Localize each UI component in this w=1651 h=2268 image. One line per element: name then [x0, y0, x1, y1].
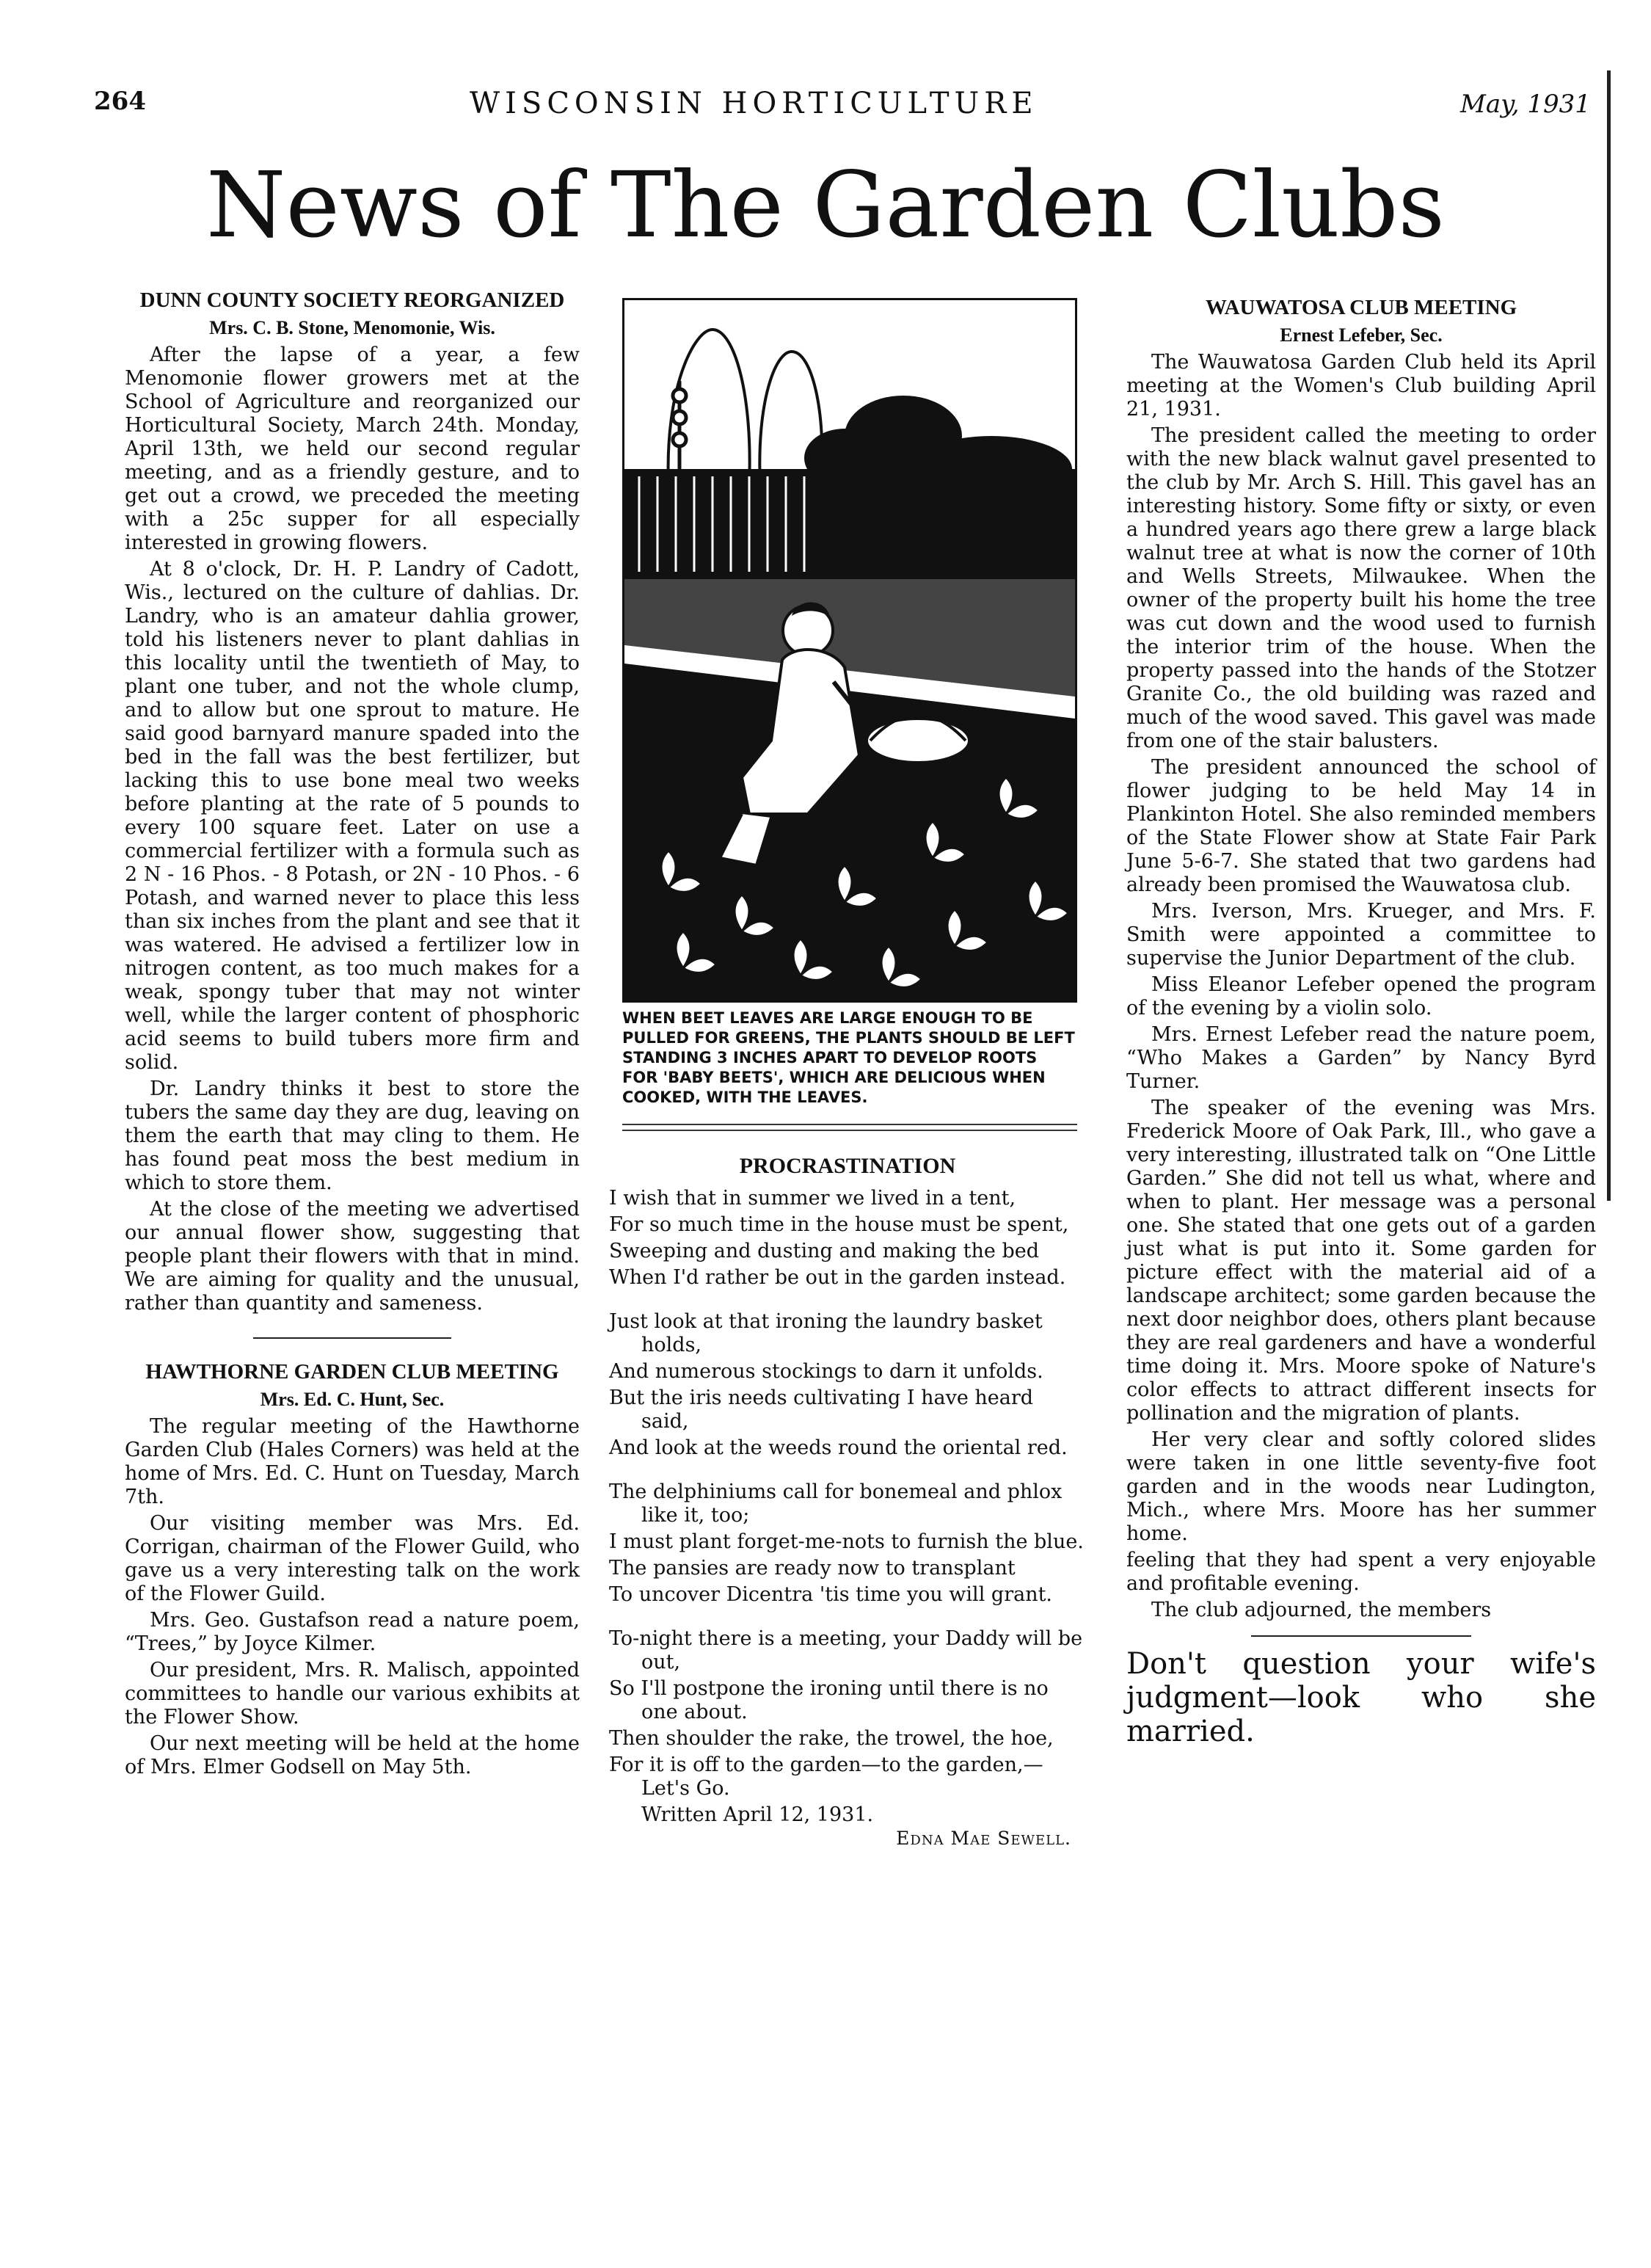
filler-quote: Don't question your wife's judgment—look who she married.: [1126, 1647, 1596, 1748]
article-hawthorne: [125, 1359, 580, 1779]
poem-stanza: [609, 1480, 1086, 1607]
article-dunn-county: [125, 288, 580, 1315]
running-head: WISCONSIN HORTICULTURE: [470, 87, 1038, 120]
poem-title: PROCRASTINATION: [739, 1154, 956, 1178]
column-left: [125, 288, 580, 1782]
column-right: [1126, 295, 1596, 1748]
page-title: News of The Garden Clubs: [205, 153, 1446, 258]
poem-line: The pansies are ready now to transplant: [609, 1557, 1016, 1580]
article-byline: Mrs. C. B. Stone, Menomonie, Wis.: [209, 317, 495, 338]
paragraph: At the close of the meeting we advertised our annual flower show, suggesting that people plant their flowers with that in mind. We are aiming for quality and the unusual, rather than quantity and sameness.: [125, 1198, 580, 1315]
poem-line: To uncover Dicentra 'tis time you will grant.: [609, 1583, 1053, 1606]
paragraph: Mrs. Ernest Lefeber read the nature poem, “Who Makes a Garden” by Nancy Byrd Turner.: [1126, 1023, 1596, 1093]
poem-line: Then shoulder the rake, the trowel, the hoe,: [609, 1727, 1054, 1750]
paragraph: The president announced the school of flower judging to be held May 14 in Plankinton Hotel. She also reminded members of the State Flower show at State Fair Park June 5-6-7. She stated that two gardens had already been promised the Wauwatosa club.: [1126, 756, 1596, 896]
section-divider: [1251, 1635, 1471, 1637]
column-middle: [602, 294, 1086, 1850]
paragraph: Our president, Mrs. R. Malisch, appointed committees to handle our various exhibits at the Flower Show.: [125, 1659, 580, 1729]
paragraph: The regular meeting of the Hawthorne Garden Club (Hales Corners) was held at the home of Mrs. Ed. C. Hunt on Tuesday, March 7th.: [125, 1415, 580, 1508]
paragraph: The club adjourned, the members: [1151, 1599, 1492, 1621]
paragraph: The president called the meeting to order with the new black walnut gavel presented to the club by Mr. Arch S. Hill. This gavel has an interesting history. Some fifty or sixty, or even a hundred years ago there grew a large black walnut tree at what is now the corner of 10th and Wells Streets, Milwaukee. When the owner of the property built his home the tree was cut down and the wood used to furnish the interior trim of the house. When the property passed into the hands of the Stotzer Granite Co., the old building was razed and much of the wood saved. This gavel was made from one of the stair balusters.: [1126, 424, 1596, 752]
paragraph: feeling that they had spent a very enjoyable and profitable evening.: [1126, 1549, 1596, 1595]
section-divider: [253, 1337, 451, 1339]
poem-author: Edna Mae Sewell.: [896, 1828, 1071, 1849]
poem-line: I must plant forget-me-nots to furnish the blue.: [609, 1530, 1084, 1553]
poem-line: Just look at that ironing the laundry basket holds,: [609, 1310, 1043, 1356]
section-divider: [622, 1124, 1077, 1131]
page-number: 264: [94, 87, 146, 116]
article-byline: Ernest Lefeber, Sec.: [1280, 324, 1443, 346]
poem-date: Written April 12, 1931.: [641, 1803, 874, 1826]
paragraph: At 8 o'clock, Dr. H. P. Landry of Cadott, Wis., lectured on the culture of dahlias. Dr. Landry, who is an amateur dahlia grower, told his listeners never to plant dahlias in this locality until the twentieth of May, to plant one tuber, and not the whole clump, and to allow but one sprout to mature. He said good barnyard manure spaded into the bed in the fall was the best fertilizer, but lacking this to use bone meal two weeks before planting at the rate of 5 pounds to every 100 square feet. Later on use a commercial fertilizer with a formula such as 2 N - 16 Phos. - 8 Potash, or 2N - 10 Phos. - 6 Potash, and warned never to place this less than six inches from the plant and see that it was watered. He advised a fertilizer low in nitrogen content, as too much makes for a weak, spongy tuber that may not winter well, while the larger content of phosphoric acid seems to build tubers more firm and solid.: [125, 558, 580, 1074]
gardener-illustration: [624, 300, 1075, 1000]
article-wauwatosa: [1126, 295, 1596, 1622]
paragraph: Our next meeting will be held at the home of Mrs. Elmer Godsell on May 5th.: [125, 1732, 580, 1778]
paragraph: Miss Eleanor Lefeber opened the program of the evening by a violin solo.: [1126, 973, 1596, 1019]
poem-procrastination: [609, 1153, 1086, 1850]
poem-line: Sweeping and dusting and making the bed: [609, 1240, 1040, 1262]
poem-line: To-night there is a meeting, your Daddy will be out,: [609, 1627, 1083, 1673]
paragraph: The Wauwatosa Garden Club held its April meeting at the Women's Club building April 21, 1931.: [1126, 351, 1596, 421]
article-byline: Mrs. Ed. C. Hunt, Sec.: [260, 1389, 445, 1410]
poem-stanza: [609, 1187, 1086, 1290]
poem-line: When I'd rather be out in the garden instead.: [609, 1266, 1066, 1289]
poem-line: And numerous stockings to darn it unfolds.: [609, 1360, 1043, 1383]
paragraph: After the lapse of a year, a few Menomonie flower growers met at the School of Agriculture and reorganized our Horticultural Society, March 24th. Monday, April 13th, we held our second regular meeting, and as a friendly gesture, and to get out a crowd, we preceded the meeting with a 25c supper for all especially interested in growing flowers.: [125, 344, 580, 554]
poem-line: And look at the weeds round the oriental red.: [609, 1436, 1068, 1459]
article-title: WAUWATOSA CLUB MEETING: [1205, 296, 1517, 319]
paragraph: Our visiting member was Mrs. Ed. Corrigan, chairman of the Flower Guild, who gave us a very interesting talk on the work of the Flower Guild.: [125, 1512, 580, 1605]
poem-line: For so much time in the house must be spent,: [609, 1213, 1069, 1236]
paragraph: Dr. Landry thinks it best to store the tubers the same day they are dug, leaving on them the earth that may cling to them. He has found peat moss the best medium in which to store them.: [125, 1077, 580, 1194]
illustration-caption: WHEN BEET LEAVES ARE LARGE ENOUGH TO BE PULLED FOR GREENS, THE PLANTS SHOULD BE LEFT STANDING 3 INCHES APART TO DEVELOP ROOTS FOR 'BABY BEETS', WHICH ARE DELICIOUS WHEN COOKED, WITH THE LEAVES.: [622, 1009, 1075, 1106]
paragraph: The speaker of the evening was Mrs. Frederick Moore of Oak Park, Ill., who gave a very interesting, illustrated talk on “One Little Garden.” She did not tell us what, where and when to plant. Her message was a personal one. She stated that one gets out of a garden just what is put into it. Some garden for picture effect with the material aid of a landscape architect; some garden because the next door neighbor does, others plant because they are real gardeners and have a wonderful time doing it. Mrs. Moore spoke of Nature's color effects to attract different insects for pollination and the migration of plants.: [1126, 1097, 1596, 1425]
poem-line: So I'll postpone the ironing until there is no one about.: [609, 1677, 1049, 1723]
paragraph: Mrs. Geo. Gustafson read a nature poem, “Trees,” by Joyce Kilmer.: [125, 1609, 580, 1655]
poem-line: For it is off to the garden—to the garden,—Let's Go.: [609, 1753, 1043, 1800]
paragraph: Her very clear and softly colored slides were taken in one little seventy-five foot garden and in the woods near Ludington, Mich., where Mrs. Moore has her summer home.: [1126, 1428, 1596, 1545]
poem-stanza: [609, 1627, 1086, 1800]
issue-date: May, 1931: [1460, 90, 1591, 119]
article-title: DUNN COUNTY SOCIETY REORGANIZED: [139, 288, 565, 312]
poem-line: I wish that in summer we lived in a tent,: [609, 1187, 1016, 1210]
poem-body: [609, 1187, 1086, 1850]
poem-line: The delphiniums call for bonemeal and phlox like it, too;: [609, 1480, 1063, 1527]
poem-line: But the iris needs cultivating I have heard said,: [609, 1386, 1034, 1433]
paragraph: Mrs. Iverson, Mrs. Krueger, and Mrs. F. Smith were appointed a committee to supervise the Junior Department of the club.: [1126, 900, 1596, 970]
article-title: HAWTHORNE GARDEN CLUB MEETING: [145, 1360, 559, 1384]
poem-stanza: [609, 1310, 1086, 1460]
garden-illustration: [622, 298, 1077, 1003]
